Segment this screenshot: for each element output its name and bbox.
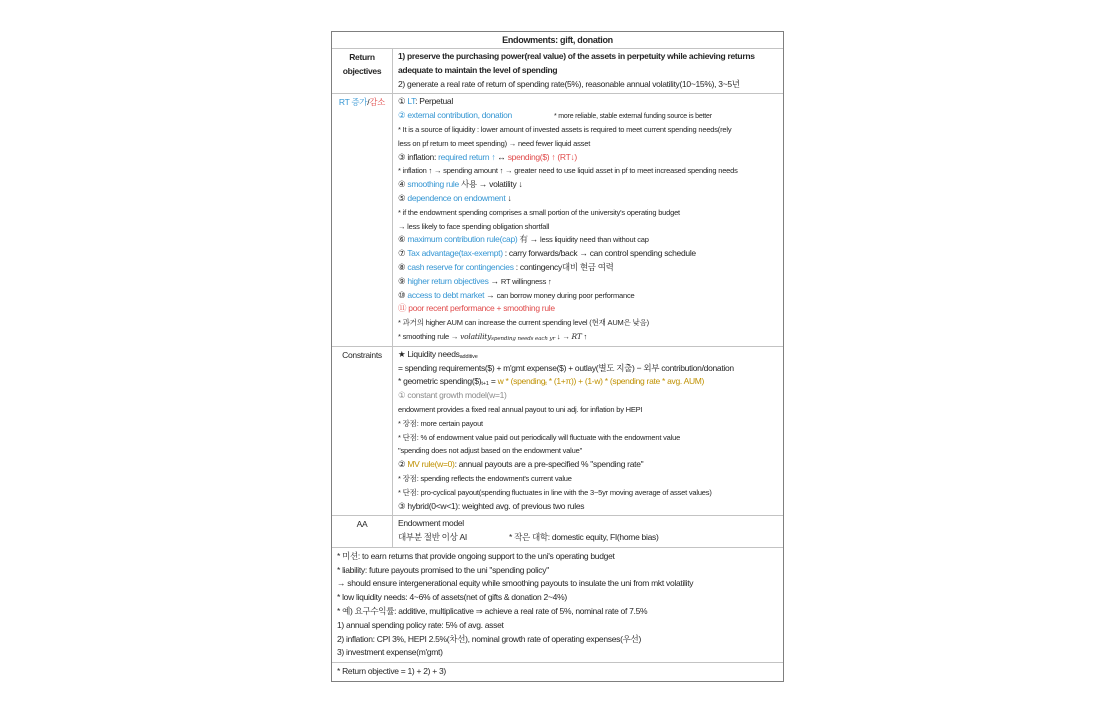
text-line xyxy=(398,261,780,275)
text-segment: higher return objectives xyxy=(407,275,489,286)
text-segment: * 예) 요구수익률: additive, multiplicative ⇒ achieve a real rate of 5%, nominal rate of 7.5% xyxy=(337,606,648,617)
text-segment: 2) inflation: CPI 3%, HEPI 2.5%(차선), nominal growth rate of operating expenses(우선) xyxy=(337,633,641,644)
text-line xyxy=(398,302,780,316)
section-aa xyxy=(332,515,783,547)
text-segment: smoothing rule xyxy=(407,179,459,190)
text-segment: : contingency대비 현금 여력 xyxy=(513,261,614,272)
section-content-aa xyxy=(393,516,783,547)
text-line xyxy=(398,486,780,500)
section-label-constraints xyxy=(332,347,393,516)
text-segment: additive xyxy=(459,353,478,360)
text-segment: volatility xyxy=(460,331,492,341)
text-line xyxy=(337,550,780,564)
text-line xyxy=(398,531,780,545)
table-title: Endowments: gift, donation xyxy=(502,35,613,45)
text-line xyxy=(398,444,780,458)
text-segment: → less likely to face spending obligation shortfall xyxy=(398,221,550,231)
text-line xyxy=(337,591,780,605)
text-line xyxy=(398,389,780,403)
text-segment: can borrow money during poor performance xyxy=(496,290,635,300)
text-segment: ⑥ xyxy=(398,234,408,245)
text-segment: ② external contribution, donation xyxy=(398,110,512,121)
text-segment: 2) generate a real rate of return of spending rate(5%), reasonable annual volatility(10~15%), 3~5년 xyxy=(398,78,740,89)
notes-section xyxy=(332,547,783,662)
text-segment: = spending requirements($) + m'gmt expense($) + outlay(별도 지출) − 외부 contribution/donation xyxy=(398,362,734,373)
text-segment: : carry forwards/back → can control spending schedule xyxy=(502,248,696,259)
section-label-aa xyxy=(332,516,393,547)
text-line xyxy=(398,289,780,303)
text-segment: ④ xyxy=(398,179,408,190)
text-segment: MV rule(w=0) xyxy=(407,459,455,470)
text-segment: Endowment model xyxy=(398,518,464,529)
text-line xyxy=(398,178,780,192)
text-line xyxy=(398,95,780,109)
text-segment: 감소 xyxy=(369,97,386,108)
text-segment: = xyxy=(488,376,498,387)
text-line xyxy=(398,431,780,445)
text-line xyxy=(398,109,780,123)
text-segment: required return ↑ xyxy=(438,151,496,162)
text-line xyxy=(337,619,780,633)
text-line xyxy=(398,500,780,514)
text-segment: * Return objective = 1) + 2) + 3) xyxy=(337,666,446,677)
text-segment: * liability: future payouts promised to the uni "spending policy" xyxy=(337,564,549,575)
text-segment: / xyxy=(367,97,370,108)
text-segment: RT xyxy=(571,331,582,341)
text-line xyxy=(398,233,780,247)
text-segment: LT xyxy=(407,96,416,107)
text-line xyxy=(398,417,780,431)
notes-content xyxy=(332,548,783,662)
text-line xyxy=(398,64,780,78)
text-line xyxy=(398,247,780,261)
section-content-constraints xyxy=(393,347,783,516)
text-segment: ⑩ xyxy=(398,289,408,300)
text-line xyxy=(398,362,780,376)
text-segment: 3) investment expense(m'gmt) xyxy=(337,647,443,658)
section-label-rt-increase-decrease xyxy=(332,94,393,345)
text-segment: ② xyxy=(398,459,408,470)
text-segment: 有 → xyxy=(517,234,541,245)
text-segment: t xyxy=(545,381,547,388)
text-line xyxy=(398,517,780,531)
endowments-note-table xyxy=(331,31,784,682)
text-line xyxy=(337,605,780,619)
text-line xyxy=(337,633,780,647)
text-segment: * 미션: to earn returns that provide ongoing support to the uni's operating budget xyxy=(337,550,615,561)
text-segment: * It is a source of liquidity : lower amount of invested assets is required to meet current spending needs(rely xyxy=(398,124,732,134)
section-return-objectives xyxy=(332,48,783,93)
text-line xyxy=(398,123,780,137)
text-segment: * smoothing rule → xyxy=(398,331,461,341)
text-segment: * (1+π)) + (1-w) * (spending rate * avg. AUM) xyxy=(546,376,705,387)
text-segment: endowment provides a fixed real annual payout to uni adj. for inflation by HEPI xyxy=(398,404,643,414)
text-segment: * low liquidity needs: 4~6% of assets(net of gifts & donation 2~4%) xyxy=(337,592,567,603)
text-line xyxy=(398,375,780,389)
text-segment: 1) annual spending policy rate: 5% of avg. asset xyxy=(337,619,504,630)
text-segment: ⑦ xyxy=(398,248,408,259)
summary-content xyxy=(332,663,783,681)
text-line xyxy=(398,316,780,330)
text-segment: spending($) ↑ (RT↓) xyxy=(507,151,577,162)
text-segment: * 장점: spending reflects the endowment's current value xyxy=(398,473,572,483)
text-segment: less on pf return to meet spending) → need fewer liquid asset xyxy=(398,138,591,148)
section-constraints xyxy=(332,346,783,516)
text-segment: → should ensure intergenerational equity while smoothing payouts to insulate the uni from mkt volatility xyxy=(337,578,694,589)
text-line xyxy=(398,151,780,165)
text-line xyxy=(398,164,780,178)
text-segment: ① constant growth model(w=1) xyxy=(398,390,507,401)
text-segment: RT 증가 xyxy=(338,97,368,108)
text-line xyxy=(398,348,780,362)
section-content-rt-increase-decrease xyxy=(393,94,783,345)
text-segment: w * (spending xyxy=(497,376,546,387)
text-segment: dependence on endowment xyxy=(407,192,506,203)
text-line xyxy=(337,564,780,578)
text-segment: ↓ xyxy=(505,192,512,203)
text-segment: ↔ xyxy=(495,151,508,162)
text-segment: ⑤ xyxy=(398,192,408,203)
section-label-return-objectives xyxy=(332,49,393,93)
text-segment: ⑪ poor recent performance + smoothing rule xyxy=(398,303,555,314)
text-segment: → xyxy=(488,275,501,286)
text-segment: ↓ → xyxy=(555,331,572,341)
text-segment: ★ Liquidity needs xyxy=(398,348,460,359)
text-segment: : Perpetual xyxy=(415,96,453,107)
text-segment: * more reliable, stable external funding source is better xyxy=(553,113,712,121)
text-line xyxy=(398,206,780,220)
section-rt-increase-decrease xyxy=(332,93,783,345)
text-segment: ↑ xyxy=(581,331,588,341)
text-segment: * 장점: more certain payout xyxy=(398,418,483,428)
text-line xyxy=(398,403,780,417)
text-segment: 1) preserve the purchasing power(real value) of the assets in perpetuity while achieving returns xyxy=(398,51,755,61)
text-line xyxy=(398,220,780,234)
text-segment: Return objectives xyxy=(342,52,382,76)
text-segment: cash reserve for contingencies xyxy=(407,261,514,272)
text-segment: "spending does not adjust based on the endowment value" xyxy=(398,446,583,456)
text-segment: maximum contribution rule(cap) xyxy=(407,234,518,245)
text-segment: → xyxy=(484,289,497,300)
text-segment: * inflation ↑ → spending amount ↑ → greater need to use liquid asset in pf to meet increased spending needs xyxy=(398,166,738,176)
section-content-return-objectives xyxy=(393,49,783,93)
text-segment: ③ hybrid(0<w<1): weighted avg. of previous two rules xyxy=(398,500,585,511)
table-sections xyxy=(332,48,783,547)
text-segment: less liquidity need than without cap xyxy=(540,235,649,245)
text-segment: RT willingness ↑ xyxy=(500,276,552,286)
text-line xyxy=(398,78,780,92)
table-header-row xyxy=(332,32,783,48)
text-segment: 사용 → volatility ↓ xyxy=(458,179,523,190)
text-segment: ① xyxy=(398,96,408,107)
text-line xyxy=(337,577,780,591)
text-segment: ③ inflation: xyxy=(398,151,439,162)
text-segment: : annual payouts are a pre-specified % "spending rate" xyxy=(454,459,644,470)
return-objective-summary-row xyxy=(332,662,783,681)
text-line xyxy=(398,275,780,289)
text-line xyxy=(337,665,780,679)
text-segment: access to debt market xyxy=(407,289,485,300)
text-segment: ⑨ xyxy=(398,275,408,286)
text-line xyxy=(398,330,780,344)
text-segment: * 단점: % of endowment value paid out periodically will fluctuate with the endowment value xyxy=(398,432,681,442)
text-line xyxy=(398,192,780,206)
text-segment: Constraints xyxy=(342,349,382,360)
text-segment: * 작은 대학: domestic equity, FI(home bias) xyxy=(509,532,659,543)
text-segment: spending needs each yr xyxy=(491,335,555,342)
text-segment: * if the endowment spending comprises a small portion of the university's operating budget xyxy=(398,207,680,217)
text-line xyxy=(398,137,780,151)
text-line xyxy=(398,50,780,64)
text-segment: adequate to maintain the level of spending xyxy=(398,64,558,75)
text-segment: ⑧ xyxy=(398,261,408,272)
text-segment: * 과거의 higher AUM can increase the current spending level (현재 AUM은 낮음) xyxy=(398,318,649,328)
text-segment: t+1 xyxy=(481,381,489,388)
text-line xyxy=(398,472,780,486)
text-line xyxy=(398,458,780,472)
text-segment: * 단점: pro-cyclical payout(spending fluctuates in line with the 3~5yr moving average of asset values) xyxy=(398,487,712,497)
text-segment: AA xyxy=(356,519,368,530)
text-segment: * geometric spending($) xyxy=(398,376,482,387)
text-line xyxy=(337,646,780,660)
text-segment: Tax advantage(tax-exempt) xyxy=(407,248,503,259)
text-segment: 대부분 절반 이상 AI xyxy=(398,532,467,543)
